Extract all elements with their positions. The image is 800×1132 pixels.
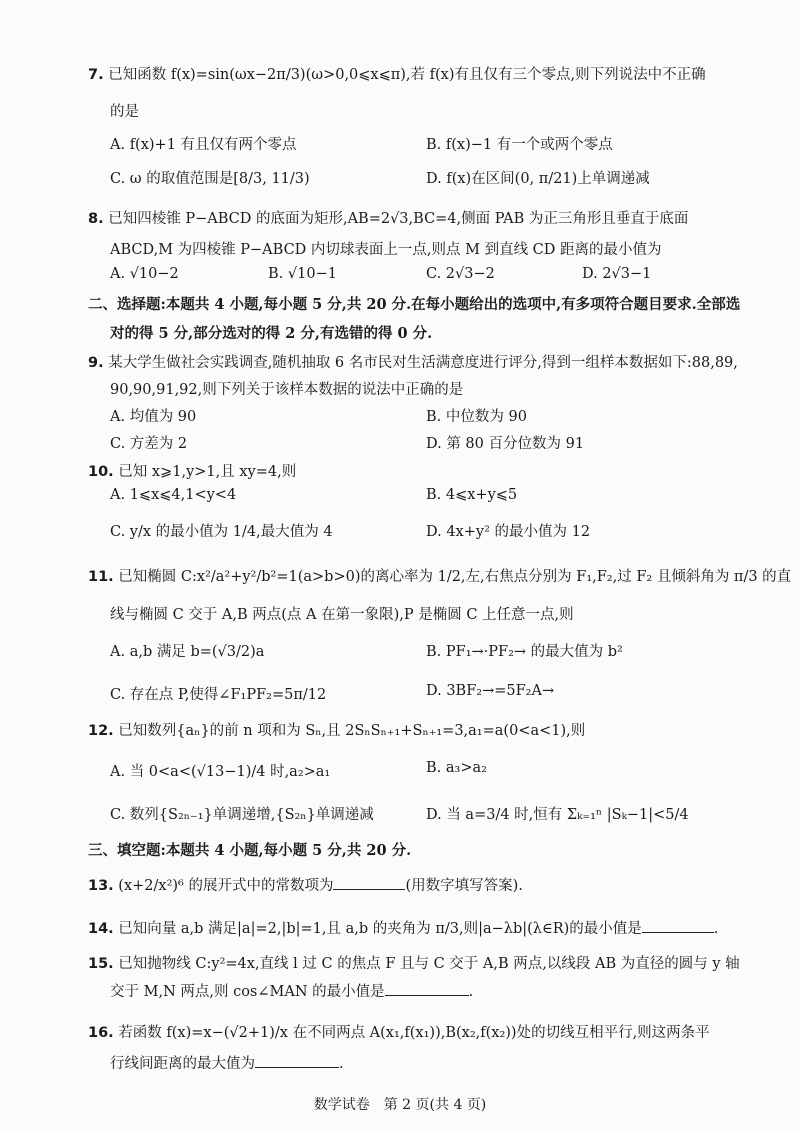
q16-stem-line1 <box>88 1021 710 1042</box>
q9-option-d: D. 第 80 百分位数为 91 <box>426 436 585 452</box>
section2-heading-line2: 对的得 5 分,部分选对的得 2 分,有选错的得 0 分. <box>110 325 433 342</box>
q13-line <box>88 874 523 895</box>
q12-option-c: C. 数列{S₂ₙ₋₁}单调递增,{S₂ₙ}单调递减 <box>110 807 374 823</box>
q7-stem-line1 <box>88 63 706 84</box>
q10-option-d: D. 4x+y² 的最小值为 12 <box>426 524 591 540</box>
q15-answer-blank[interactable] <box>385 981 469 996</box>
q9-option-c: C. 方差为 2 <box>110 436 188 452</box>
q8-option-b: B. √10−1 <box>268 266 337 282</box>
q12-option-d: D. 当 a=3/4 时,恒有 Σₖ₌₁ⁿ |Sₖ−1|<5/4 <box>426 807 689 823</box>
q9-option-a: A. 均值为 90 <box>110 409 197 425</box>
q12-number: 12. <box>88 723 114 739</box>
q16-number: 16. <box>88 1025 114 1041</box>
q10-number: 10. <box>88 464 114 480</box>
q16-stem-line2 <box>110 1052 344 1073</box>
q8-option-d: D. 2√3−1 <box>582 266 652 282</box>
q9-option-b: B. 中位数为 90 <box>426 409 527 425</box>
q11-option-a: A. a,b 满足 b=(√3/2)a <box>110 644 265 660</box>
q10-option-a: A. 1⩽x⩽4,1<y<4 <box>110 487 237 503</box>
q7-option-d: D. f(x)在区间(0, π/21)上单调递减 <box>426 171 650 187</box>
q7-stem-line2: 的是 <box>110 104 139 120</box>
q9-stem-text1: 某大学生做社会实践调查,随机抽取 6 名市民对生活满意度进行评分,得到一组样本数据如下:88,89, <box>108 355 738 371</box>
q11-option-c: C. 存在点 P,使得∠F₁PF₂=5π/12 <box>110 687 327 703</box>
q13-text-pre: (x+2/x²)⁶ 的展开式中的常数项为 <box>118 878 334 894</box>
q15-text-pre: 交于 M,N 两点,则 cos∠MAN 的最小值是 <box>110 984 385 1000</box>
q11-option-d: D. 3BF₂→=5F₂A→ <box>426 683 555 699</box>
q12-stem-text: 已知数列{aₙ}的前 n 项和为 Sₙ,且 2SₙSₙ₊₁+Sₙ₊₁=3,a₁=a(0<a<1),则 <box>118 723 586 739</box>
q14-answer-blank[interactable] <box>642 918 714 933</box>
q14-number: 14. <box>88 921 114 937</box>
section2-heading-line1: 二、选择题:本题共 4 小题,每小题 5 分,共 20 分.在每小题给出的选项中,有多项符合题目要求.全部选 <box>88 296 741 313</box>
q14-text-post: . <box>713 921 719 937</box>
q11-stem-line2: 线与椭圆 C 交于 A,B 两点(点 A 在第一象限),P 是椭圆 C 上任意一点,则 <box>110 607 574 623</box>
q15-number: 15. <box>88 956 114 972</box>
q7-option-a: A. f(x)+1 有且仅有两个零点 <box>110 137 297 153</box>
q12-stem-line <box>88 719 585 740</box>
q11-number: 11. <box>88 569 114 585</box>
q16-text-pre: 行线间距离的最大值为 <box>110 1056 255 1072</box>
q11-option-b: B. PF₁→·PF₂→ 的最大值为 b² <box>426 644 623 660</box>
q16-stem-text1: 若函数 f(x)=x−(√2+1)/x 在不同两点 A(x₁,f(x₁)),B(x₂,f(x₂))处的切线互相平行,则这两条平 <box>118 1025 710 1041</box>
q7-option-c: C. ω 的取值范围是[8/3, 11/3) <box>110 171 310 187</box>
q8-stem-line2: ABCD,M 为四棱锥 P−ABCD 内切球表面上一点,则点 M 到直线 CD 距离的最小值为 <box>110 242 662 258</box>
q7-number: 7. <box>88 67 104 83</box>
q15-stem-line1 <box>88 952 740 973</box>
q15-stem-line2 <box>110 980 473 1001</box>
q8-number: 8. <box>88 211 104 227</box>
q16-answer-blank[interactable] <box>255 1053 339 1068</box>
q10-stem-line <box>88 460 296 481</box>
q9-number: 9. <box>88 355 104 371</box>
q14-text-pre: 已知向量 a,b 满足|a|=2,|b|=1,且 a,b 的夹角为 π/3,则|a−λb|(λ∈R)的最小值是 <box>118 921 642 937</box>
q8-stem-text1: 已知四棱锥 P−ABCD 的底面为矩形,AB=2√3,BC=4,侧面 PAB 为正三角形且垂直于底面 <box>108 211 689 227</box>
page-footer: 数学试卷 第 2 页(共 4 页) <box>313 1097 487 1113</box>
q8-option-a: A. √10−2 <box>110 266 179 282</box>
q16-text-post: . <box>339 1056 344 1072</box>
q10-stem-text: 已知 x⩾1,y>1,且 xy=4,则 <box>118 464 297 480</box>
q7-stem-text1: 已知函数 f(x)=sin(ωx−2π/3)(ω>0,0⩽x⩽π),若 f(x)有且仅有三个零点,则下列说法中不正确 <box>108 67 706 83</box>
q14-line <box>88 917 718 938</box>
q8-stem-line1 <box>88 207 688 228</box>
q13-text-post: (用数字填写答案). <box>405 878 523 894</box>
q13-answer-blank[interactable] <box>333 875 405 890</box>
q12-option-a: A. 当 0<a<(√13−1)/4 时,a₂>a₁ <box>110 764 331 780</box>
section3-heading: 三、填空题:本题共 4 小题,每小题 5 分,共 20 分. <box>88 842 412 859</box>
q15-text-post: . <box>468 984 474 1000</box>
q8-option-c: C. 2√3−2 <box>426 266 495 282</box>
q7-option-b: B. f(x)−1 有一个或两个零点 <box>426 137 613 153</box>
q9-stem-line2: 90,90,91,92,则下列关于该样本数据的说法中正确的是 <box>110 382 464 398</box>
q13-number: 13. <box>88 878 114 894</box>
q11-stem-text1: 已知椭圆 C:x²/a²+y²/b²=1(a>b>0)的离心率为 1/2,左,右焦点分别为 F₁,F₂,过 F₂ 且倾斜角为 π/3 的直 <box>118 569 792 585</box>
q10-option-c: C. y/x 的最小值为 1/4,最大值为 4 <box>110 524 333 540</box>
q9-stem-line1 <box>88 351 738 372</box>
q15-stem-text1: 已知抛物线 C:y²=4x,直线 l 过 C 的焦点 F 且与 C 交于 A,B 两点,以线段 AB 为直径的圆与 y 轴 <box>118 956 740 972</box>
q11-stem-line1 <box>88 565 791 586</box>
q12-option-b: B. a₃>a₂ <box>426 760 487 776</box>
q10-option-b: B. 4⩽x+y⩽5 <box>426 487 518 503</box>
